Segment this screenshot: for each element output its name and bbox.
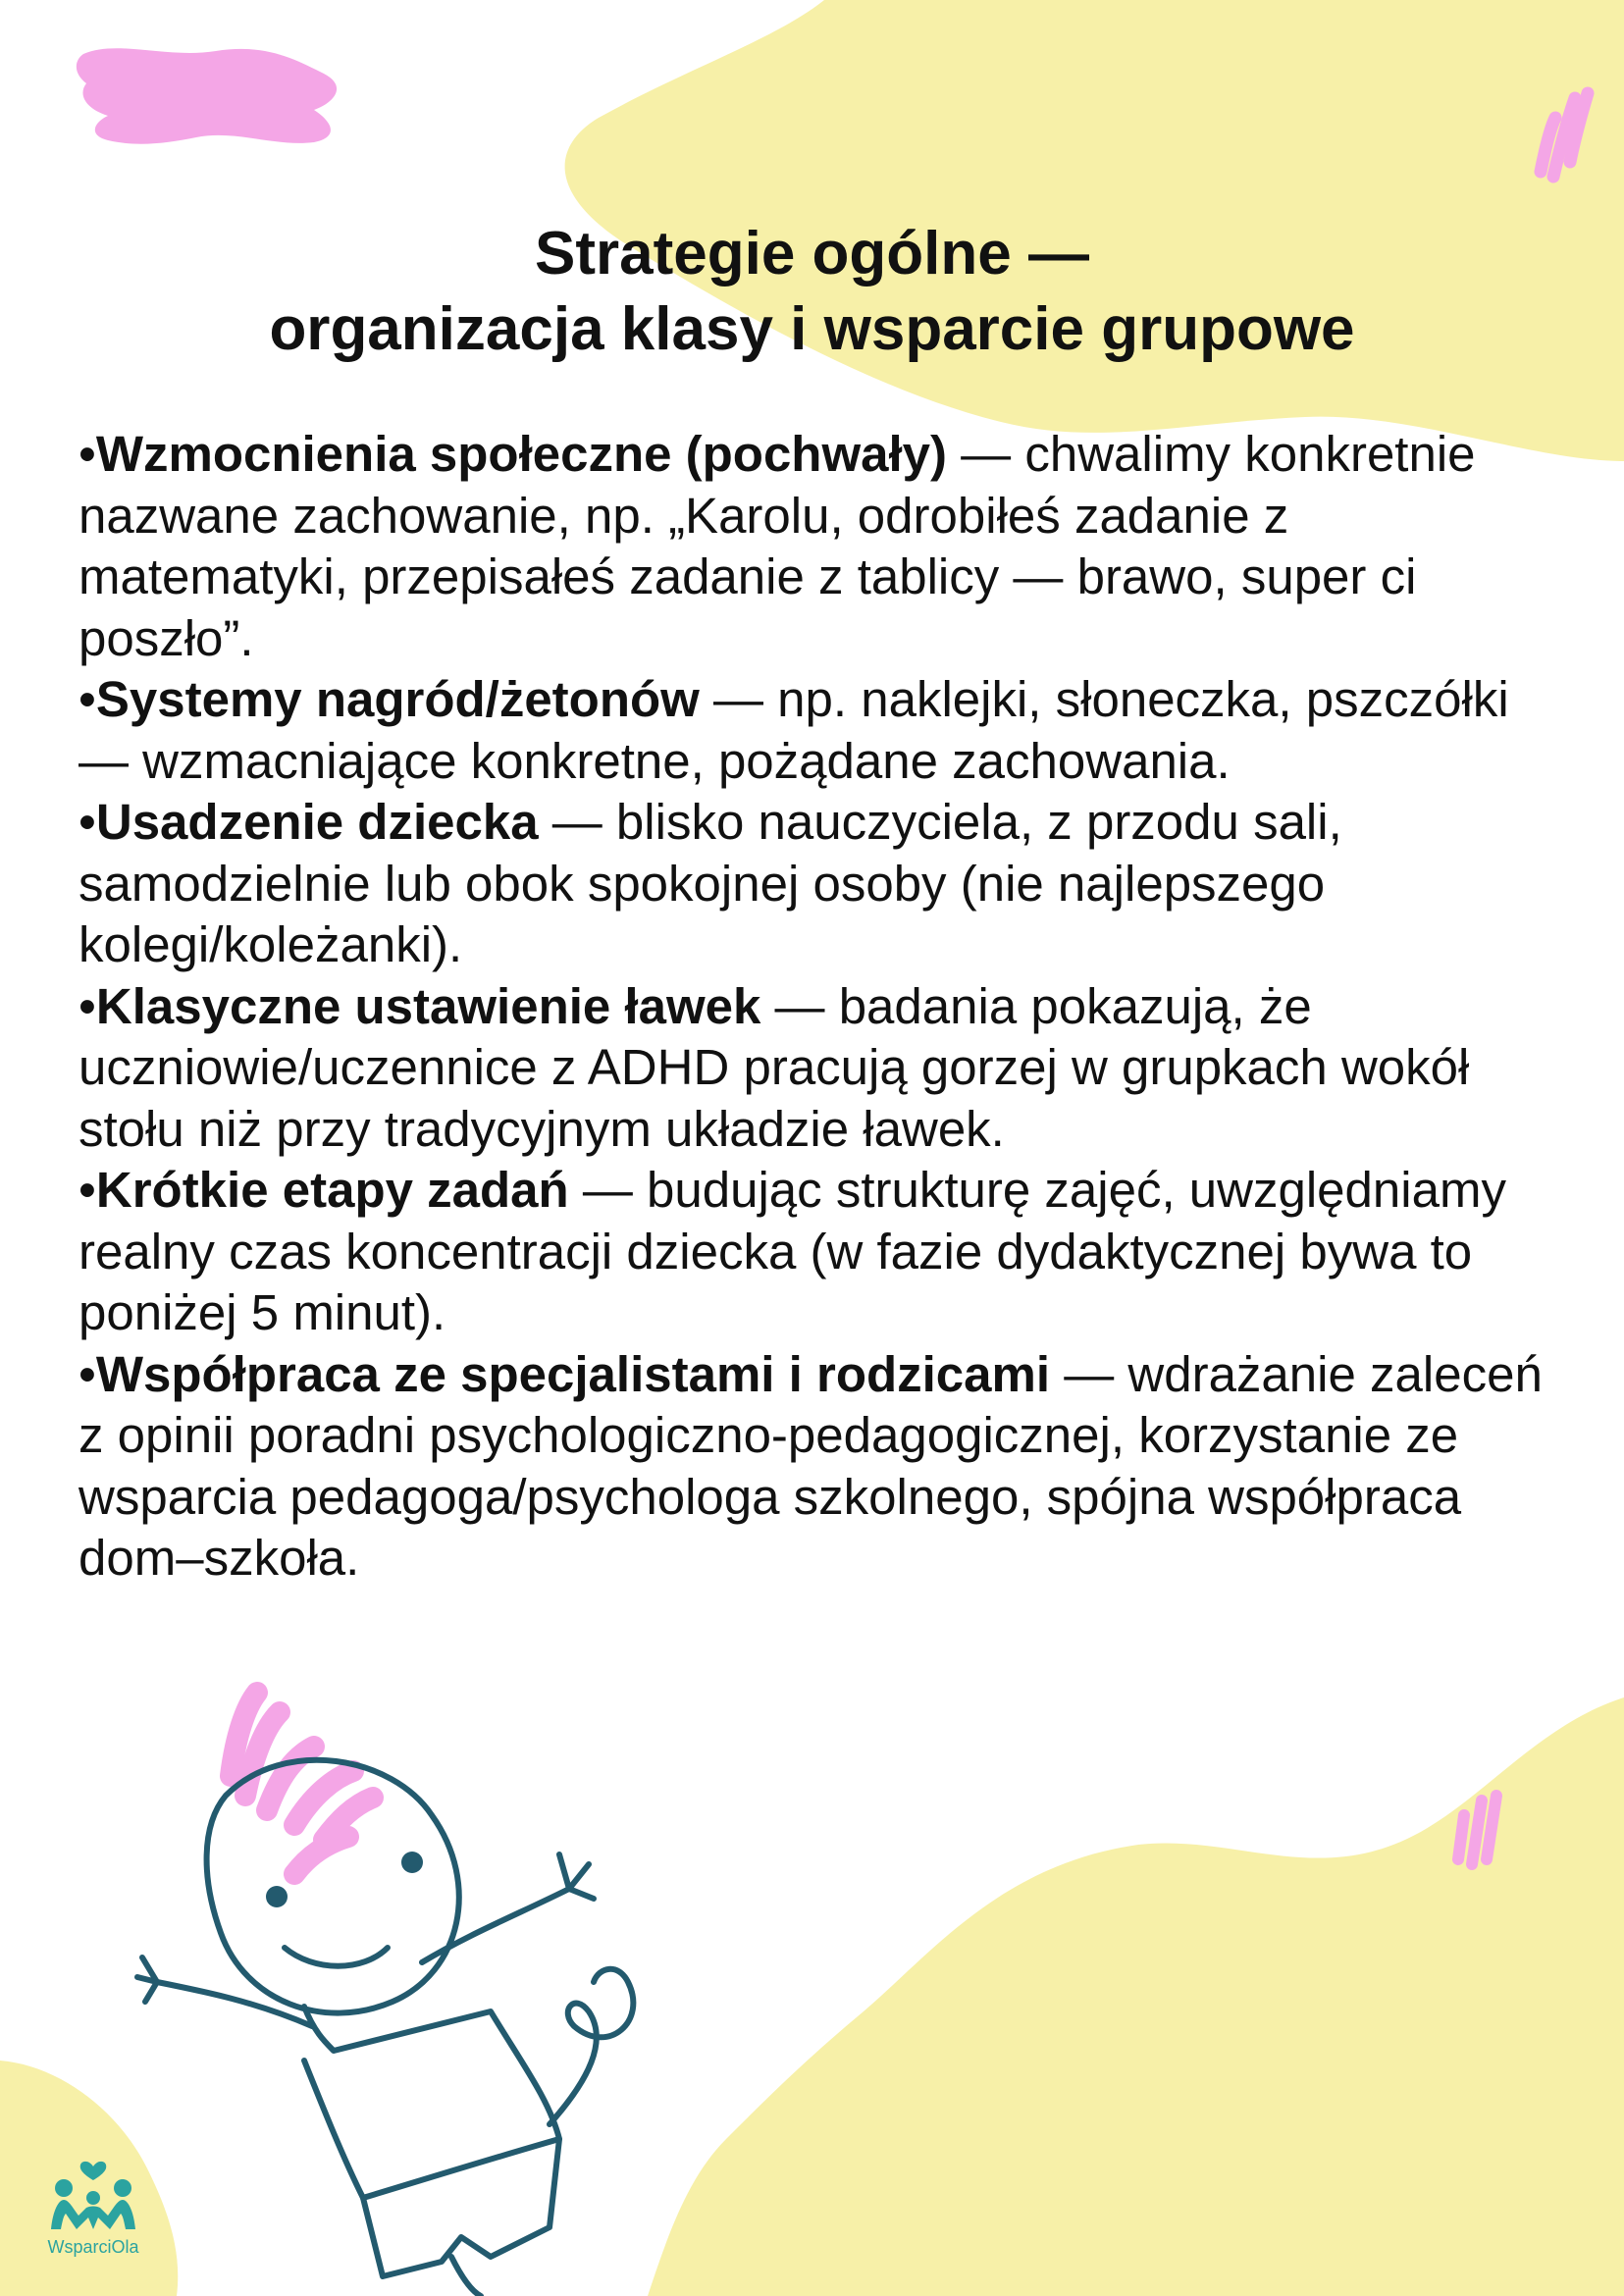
bullet: • <box>79 426 96 482</box>
title-line-1: Strategie ogólne — <box>535 220 1089 287</box>
bullet: • <box>79 1162 96 1218</box>
item-text: — np. naklejki, słoneczka, pszczółki — wzmacniające konkretne, pożądane zachowania. <box>79 671 1509 789</box>
item-text: — budując strukturę zajęć, uwzględniamy realny czas koncentracji dziecka (w fazie dydaktycznej bywa to poniżej 5 minut). <box>79 1162 1506 1340</box>
hair-scribble-icon <box>231 1693 373 1874</box>
item-text: — chwalimy konkretnie nazwane zachowanie, np. „Karolu, odrobiłeś zadanie z matematyki, przepisałeś zadanie z tablicy — brawo, super ci poszło”. <box>79 426 1476 666</box>
figure-smile <box>285 1948 388 1966</box>
bullet: • <box>79 1345 96 1402</box>
logo-text: WsparciOla <box>47 2237 139 2257</box>
item-term: Wzmocnienia społeczne (pochwały) <box>95 426 948 482</box>
bullet: • <box>79 671 96 727</box>
figure-leg-left <box>451 2257 481 2296</box>
item-term: Klasyczne ustawienie ławek <box>95 977 761 1034</box>
item-text: — blisko nauczyciela, z przodu sali, samodzielnie lub obok spokojnej osoby (nie najlepszego kolegi/koleżanki). <box>79 794 1342 972</box>
item-text: — badania pokazują, że uczniowie/uczennice z ADHD pracują gorzej w grupkach wokół stołu niż przy tradycyjnym układzie ławek. <box>79 977 1470 1157</box>
figure-leg-right <box>550 1969 633 2124</box>
figure-shorts <box>363 2139 559 2276</box>
figure-eye-left <box>266 1886 288 1907</box>
title-line-2: organizacja klasy i wsparcie grupowe <box>269 295 1355 363</box>
item-text: — wdrażanie zaleceń z opinii poradni psychologiczno-pedagogicznej, korzystanie ze wsparcia pedagoga/psychologa szkolnego, spójna współpraca dom–szkoła. <box>79 1345 1543 1586</box>
item-term: Usadzenie dziecka <box>95 794 539 850</box>
item-term: Krótkie etapy zadań <box>95 1162 569 1218</box>
item-term: Współpraca ze specjalistami i rodzicami <box>95 1345 1051 1402</box>
figure-eye-right <box>401 1852 423 1873</box>
logo <box>39 2159 147 2267</box>
item-term: Systemy nagród/żetonów <box>95 671 700 727</box>
family-heart-icon <box>39 2159 147 2237</box>
bullet: • <box>79 794 96 850</box>
figure-body <box>304 2007 559 2198</box>
figure-arm-right <box>422 1889 569 1962</box>
bullet: • <box>79 977 96 1034</box>
